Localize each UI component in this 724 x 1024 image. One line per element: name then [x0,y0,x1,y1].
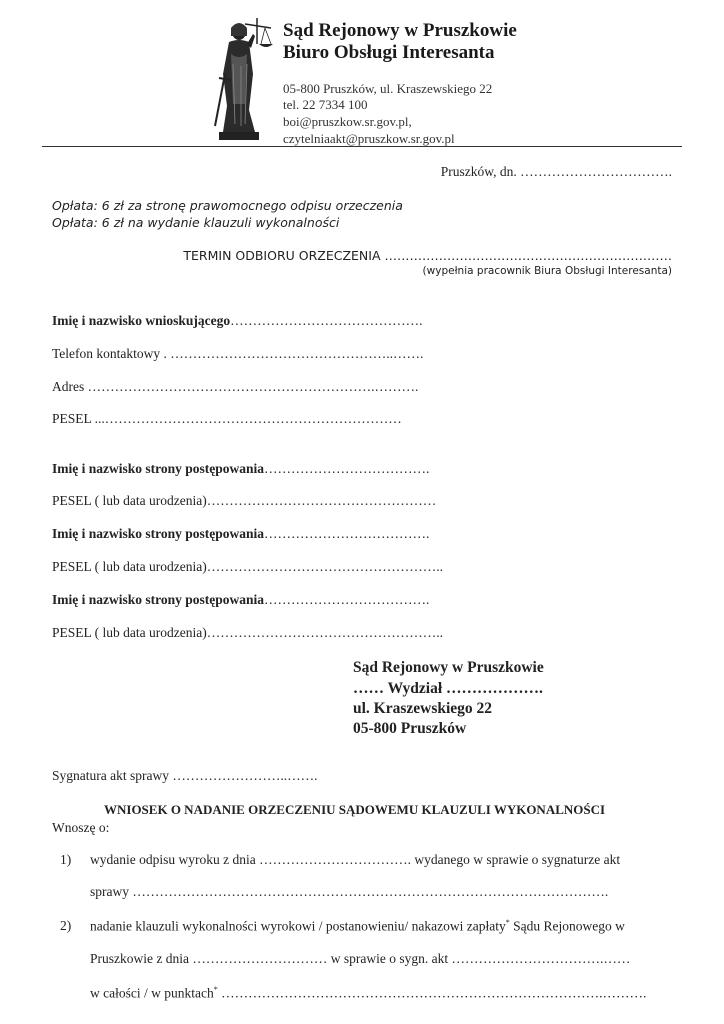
party-pesel-field[interactable]: PESEL ( lub data urodzenia)…………………………………………….. [52,625,443,640]
court-address: 05-800 Pruszków, ul. Kraszewskiego 22 [283,81,493,96]
party-name-dots: ………………………………. [264,461,430,476]
party-pesel-field[interactable]: PESEL ( lub data urodzenia)…………………………………………….. [52,559,443,574]
party-name-dots: ………………………………. [264,592,430,607]
court-name: Sąd Rejonowy w Pruszkowie [283,20,517,41]
clause-text-cont: Sądu Rejonowego w [509,918,625,934]
court-email: boi@pruszkow.sr.gov.pl, [283,114,412,129]
pickup-note: (wypełnia pracownik Biura Obsługi Interesanta) [422,265,672,277]
date-line: Pruszków, dn. ……………………………. [440,164,672,179]
fee-line: Opłata: 6 zł na wydanie klauzuli wykonalności [52,215,340,230]
applicant-phone-field[interactable]: Telefon kontaktowy . …………………………………………..……. [52,346,424,361]
party-name-label: Imię i nazwisko strony postępowania [52,526,265,541]
applicant-name-field[interactable] [52,313,423,329]
list-number: 1) [60,852,72,867]
recipient-department[interactable]: …… Wydział ………………. [353,680,543,697]
footnote-marker: * [213,985,218,994]
pickup-date-field[interactable]: TERMIN ODBIORU ORZECZENIA …………………………………………………………… [183,248,672,263]
request-item-copy-cont[interactable]: sprawy ……………………………………………………………………………………………. [90,884,609,899]
footnote-marker: * [505,918,510,927]
scope-text: w całości / w punktach [90,985,214,1001]
header-divider [42,146,682,147]
applicant-pesel-field[interactable]: PESEL ...………………………………………………………… [52,411,402,426]
recipient-court: Sąd Rejonowy w Pruszkowie [353,659,544,676]
request-title: WNIOSEK O NADANIE ORZECZENIU SĄDOWEMU KLAUZULI WYKONALNOŚCI [104,802,606,817]
scope-dots: ………………………………………………………………………….………. [217,985,647,1001]
recipient-city: 05-800 Pruszków [353,720,467,737]
applicant-name-label: Imię i nazwisko wnioskującego [52,313,231,328]
applicant-address-field[interactable]: Adres ……………………………………………………….………. [52,379,419,394]
party-pesel-field[interactable]: PESEL ( lub data urodzenia)…………………………………………… [52,493,437,508]
party-name-field[interactable] [52,526,429,542]
office-name: Biuro Obsługi Interesanta [283,42,495,63]
court-email-secondary: czytelniaakt@pruszkow.sr.gov.pl [283,131,455,146]
court-phone: tel. 22 7334 100 [283,97,368,112]
request-intro: Wnoszę o: [52,820,110,835]
justice-statue-icon [205,14,277,144]
party-name-dots: ………………………………. [264,526,430,541]
party-name-label: Imię i nazwisko strony postępowania [52,592,265,607]
request-item-clause[interactable] [90,918,625,935]
party-name-field[interactable] [52,592,429,608]
request-item-clause-date[interactable]: Pruszkowie z dnia ………………………… w sprawie o sygn. akt …………………………….…… [90,951,631,966]
party-name-field[interactable] [52,461,429,477]
clause-text: nadanie klauzuli wykonalności wyrokowi / postanowieniu/ nakazowi zapłaty [90,918,506,934]
fee-line: Opłata: 6 zł za stronę prawomocnego odpisu orzeczenia [52,198,403,213]
recipient-street: ul. Kraszewskiego 22 [353,700,493,717]
request-item-clause-scope[interactable] [90,985,646,1002]
request-item-copy[interactable]: wydanie odpisu wyroku z dnia ……………………………. wydanego w sprawie o sygnaturze akt [90,852,621,867]
case-signature-field[interactable]: Sygnatura akt sprawy ……………………..……. [52,768,318,783]
list-number: 2) [60,918,72,933]
party-name-label: Imię i nazwisko strony postępowania [52,461,265,476]
applicant-name-dots: ……………………………………. [230,313,423,328]
